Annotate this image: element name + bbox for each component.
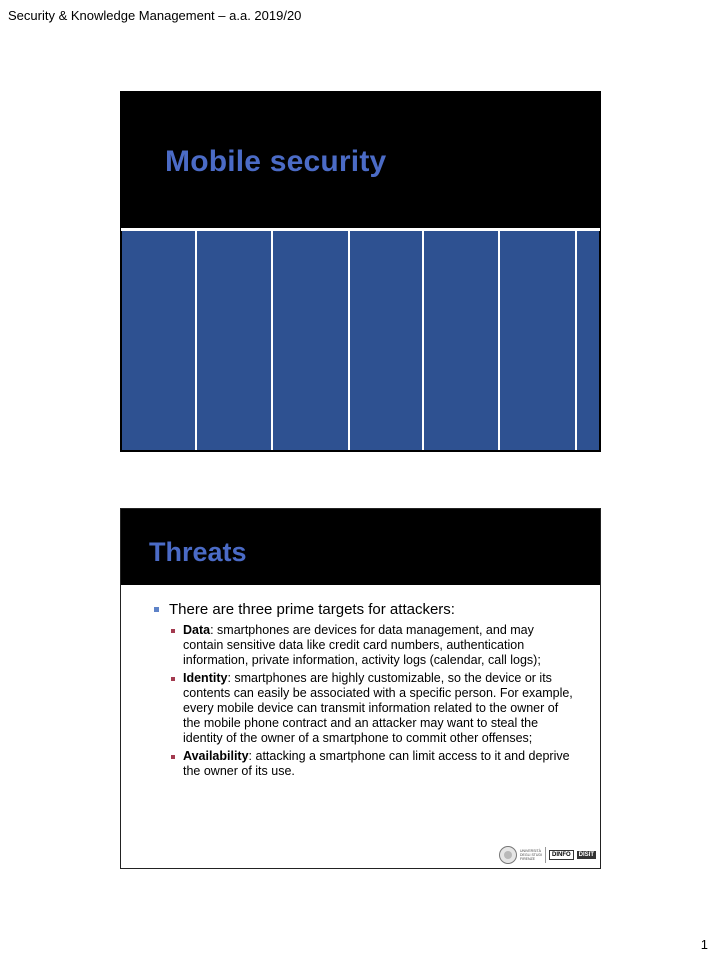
logo-divider [545, 847, 546, 863]
list-item [171, 623, 574, 669]
decorative-column [577, 231, 599, 450]
square-bullet-icon [171, 677, 175, 681]
title-bar [121, 509, 600, 585]
university-name: UNIVERSITÀ DEGLI STUDI FIRENZE [519, 849, 542, 861]
item-description: : smartphones are highly customizable, so the device or its contents can easily be associated with a specific person. For example, every mobile device can transmit information related to the owner of the mobile phone contract and an attacker may want to steal the identity of the owner of a smartphone to commit other offenses; [183, 670, 573, 746]
decorative-column [197, 231, 274, 450]
item-term: Availability [183, 748, 249, 763]
list-item [171, 749, 574, 779]
decorative-column [350, 231, 424, 450]
list-item-text [183, 749, 574, 779]
decorative-column [122, 231, 197, 450]
dinfo-logo: DINFO [549, 850, 574, 860]
square-bullet-icon [171, 629, 175, 633]
list-item [171, 671, 574, 747]
decorative-column [424, 231, 501, 450]
item-term: Identity [183, 670, 228, 685]
list-item-text [183, 623, 574, 669]
item-term: Data [183, 623, 211, 637]
slide-title: Threats [149, 537, 247, 567]
slide-mobile-security [120, 91, 601, 452]
slide-threats [120, 508, 601, 869]
square-bullet-icon [171, 755, 175, 759]
page-header: Security & Knowledge Management – a.a. 2019/20 [8, 8, 302, 23]
slide-title: Mobile security [165, 145, 387, 178]
disit-logo: DISIT [578, 852, 594, 858]
item-description: : smartphones are devices for data management, and may contain sensitive data like credit card numbers, authentication information, private information, activity logs (calendar, call logs); [183, 623, 541, 668]
page-number: 1 [700, 937, 708, 952]
square-bullet-icon [154, 607, 159, 612]
target-list [171, 623, 574, 779]
item-description: : attacking a smartphone can limit access to it and deprive the owner of its use. [183, 748, 570, 778]
logo-strip [499, 846, 596, 864]
slide-content [154, 601, 574, 781]
bullet-main [154, 601, 574, 619]
bullet-main-text: There are three prime targets for attackers: [169, 601, 455, 618]
decorative-column [273, 231, 350, 450]
list-item-text [183, 671, 574, 747]
university-seal-icon [499, 846, 517, 864]
decorative-column [500, 231, 577, 450]
decorative-columns [122, 231, 599, 450]
